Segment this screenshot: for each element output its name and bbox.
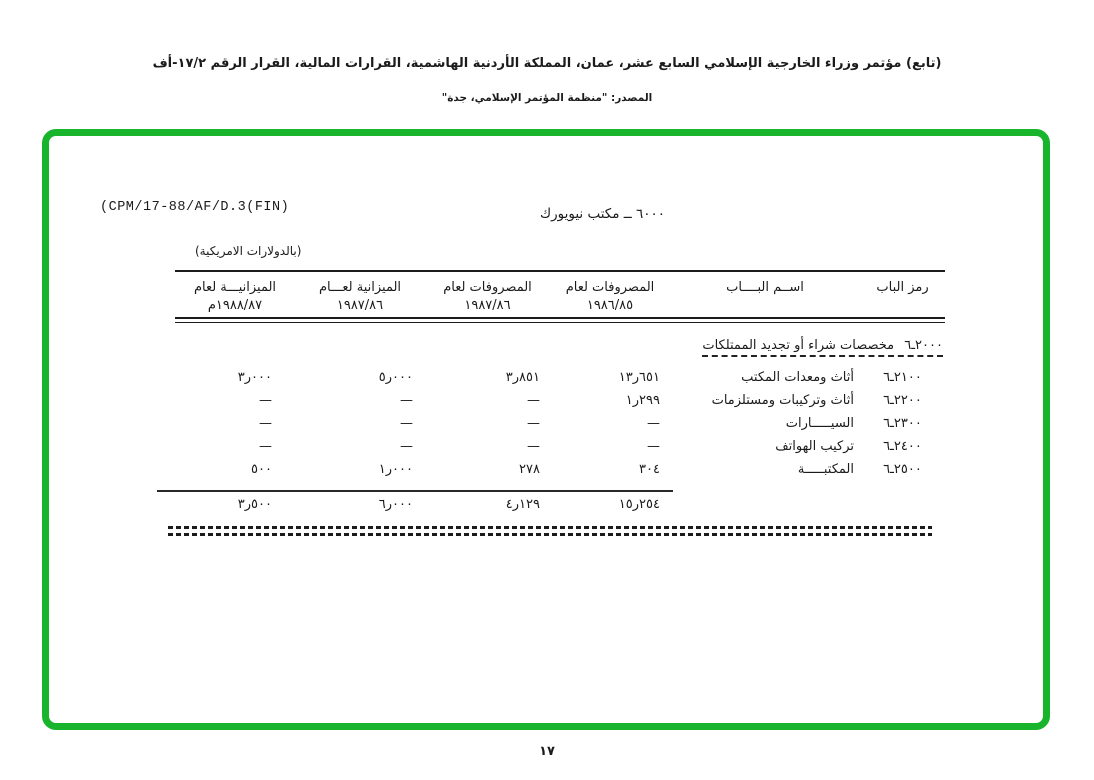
col-header-name: اســم البــــاب — [726, 280, 804, 295]
reference-code: (CPM/17-88/AF/D.3(FIN) — [100, 200, 290, 215]
table-row: ٦ـ٢٢٠٠ أثاث وتركيبات ومستلزمات ١ر٢٩٩ — — — — [259, 393, 922, 408]
total-budget-8788: ٣ر٥٠٠ — [237, 496, 272, 512]
total-expenses-8586: ١٥ر٢٥٤ — [618, 496, 660, 512]
totals-separator-rule — [157, 490, 673, 492]
page-number: ١٧ — [539, 744, 555, 759]
col-header-budget-8788: الميزانيـــة لعام م١٩٨٨/٨٧ — [193, 280, 277, 313]
col-header-code: رمز الباب — [876, 280, 929, 295]
table-row: ٦ـ٢٤٠٠ تركيب الهواتف — — — — — [259, 439, 922, 454]
section-title-row — [175, 338, 945, 357]
col-header-expenses-8586: المصروفات لعام ١٩٨٦/٨٥ — [565, 280, 655, 313]
currency-note: (بالدولارات الامريكية) — [195, 244, 302, 258]
totals-row — [175, 494, 945, 514]
table-body — [175, 366, 945, 481]
document-header-line1: (تابع) مؤتمر وزراء الخارجية الإسلامي السابع عشر، عمان، المملكة الأردنية الهاشمية، القرارات المالية، القرار الرقم ١٧/٢-أف — [152, 56, 942, 71]
table-header-double-rule — [175, 317, 945, 323]
total-expenses-8687: ٤ر١٢٩ — [505, 496, 540, 512]
table-row: ٦ـ٢٥٠٠ المكتبـــــة ٣٠٤ ٢٧٨ ١ر٠٠٠ ٥٠٠ — [251, 462, 922, 477]
section-title: مخصصات شراء أو تجديد الممتلكات — [702, 338, 895, 353]
section-title-underlined — [702, 338, 943, 357]
col-header-expenses-8687: المصروفات لعام ١٩٨٧/٨٦ — [443, 280, 532, 313]
table-row: ٦ـ٢٣٠٠ السيـــــارات — — — — — [259, 416, 922, 431]
office-title: ٦٠٠٠ ــ مكتب نيويورك — [540, 206, 665, 222]
total-budget-8687: ٦ر٠٠٠ — [378, 496, 413, 512]
table-header-row — [175, 270, 945, 315]
document-source-line: المصدر: "منظمة المؤتمر الإسلامي، جدة" — [441, 92, 653, 104]
col-header-budget-8687: الميزانية لعـــام ١٩٨٧/٨٦ — [318, 280, 402, 313]
table-row: ٦ـ٢١٠٠ أثاث ومعدات المكتب ١٣ر٦٥١ ٣ر٨٥١ ٥ر٠٠٠ ٣ر٠٠٠ — [237, 370, 922, 385]
table-bottom-dashed-rule — [168, 526, 932, 536]
section-code: ٦ـ٢٠٠٠ — [904, 338, 943, 353]
